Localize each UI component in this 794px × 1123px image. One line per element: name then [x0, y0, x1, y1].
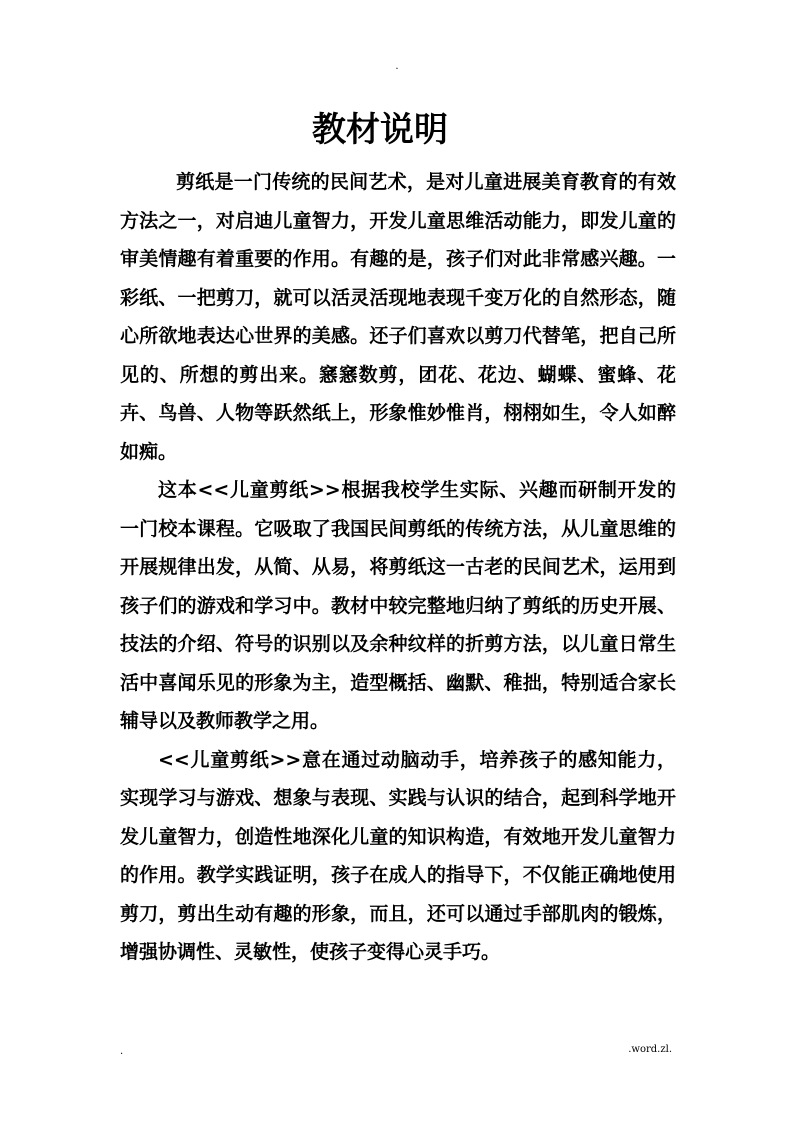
footer-right-text: .word.zl. [628, 1044, 672, 1055]
header-mark: . [395, 61, 399, 72]
footer-left-mark: . [120, 1046, 124, 1057]
paragraph-3: <<儿童剪纸>>意在通过动脑动手，培养孩子的感知能力，实现学习与游戏、想象与表现、实践与认识的结合，起到科学地开发儿童智力，创造性地深化儿童的知识构造，有效地开发儿童智力的作用。教学实践证明，孩子在成人的指导下，不仅能正确地使用剪刀，剪出生动有趣的形象，而且，还可以通过手部肌肉的锻炼，增强协调性、灵敏性，使孩子变得心灵手巧。 [120, 748, 676, 963]
page-title: 教材说明 [312, 110, 448, 150]
paragraph-1: 剪纸是一门传统的民间艺术，是对儿童进展美育教育的有效方法之一，对启迪儿童智力，开发儿童思维活动能力，即发儿童的审美情趣有着重要的作用。有趣的是，孩子们对此非常感兴趣。一彩纸、一把剪刀，就可以活灵活现地表现千变万化的自然形态，随心所欲地表达心世界的美感。还子们喜欢以剪刀代替笔，把自己所见的、所想的剪出来。窸窸数剪，团花、花边、蝴蝶、蜜蜂、花卉、鸟兽、人物等跃然纸上，形象惟妙惟肖，栩栩如生，令人如醉如痴。 [120, 171, 676, 463]
document-body [120, 163, 676, 972]
paragraph-2: 这本<<儿童剪纸>>根据我校学生实际、兴趣而研制开发的一门校本课程。它吸取了我国民间剪纸的传统方法，从儿童思维的开展规律出发，从简、从易，将剪纸这一古老的民间艺术，运用到孩子们的游戏和学习中。教材中较完整地归纳了剪纸的历史开展、技法的介绍、符号的识别以及余种纹样的折剪方法，以儿童日常生活中喜闻乐见的形象为主，造型概括、幽默、稚拙，特别适合家长辅导以及教师教学之用。 [120, 479, 676, 732]
